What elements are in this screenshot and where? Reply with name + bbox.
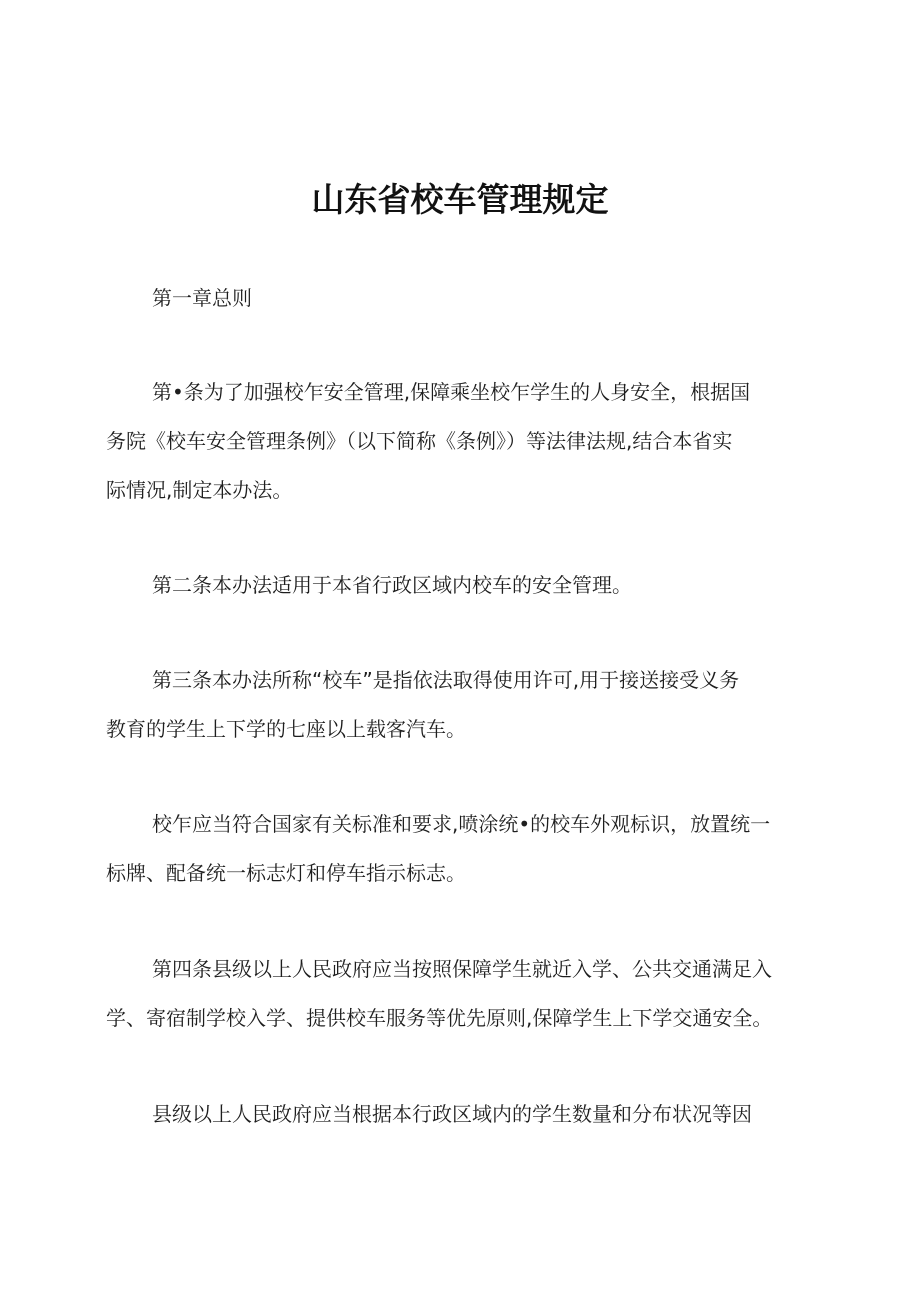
article-1-paragraph xyxy=(106,368,826,515)
paragraph-line: 第四条县级以上人民政府应当按照保障学生就近入学、公共交通满足入 xyxy=(152,957,772,981)
paragraph-line: 学、寄宿制学校入学、提供校车服务等优先原则,保障学生上下学交通安全。 xyxy=(106,1006,773,1030)
article-4-paragraph xyxy=(106,945,826,1043)
paragraph-line: 第二条本办法适用于本省行政区域内校车的安全管理。 xyxy=(152,573,632,597)
paragraph-line: 际情况,制定本办法。 xyxy=(106,478,293,502)
document-title: 山东省校车管理规定 xyxy=(311,180,609,219)
article-4-clause-2-paragraph xyxy=(106,1090,826,1139)
article-3-paragraph xyxy=(106,656,826,754)
paragraph-line: 教育的学生上下学的七座以上载客汽车。 xyxy=(106,717,466,741)
paragraph-line: 务院《校车安全管理条例》（以下简称《条例》）等法律法规,结合本省实 xyxy=(106,429,733,453)
article-3-clause-2-paragraph xyxy=(106,800,826,898)
paragraph-line: 标牌、配备统一标志灯和停车指示标志。 xyxy=(106,861,466,885)
article-2-paragraph xyxy=(106,561,826,610)
paragraph-line: 第•条为了加强校乍安全管理,保障乘坐校乍学生的人身安全，根据国 xyxy=(152,380,751,404)
chapter-heading: 第一章总则 xyxy=(152,286,252,310)
paragraph-line: 第三条本办法所称“校车”是指依法取得使用许可,用于接送接受义务 xyxy=(152,668,740,692)
paragraph-line: 县级以上人民政府应当根据本行政区域内的学生数量和分布状况等因 xyxy=(152,1102,752,1126)
paragraph-line: 校乍应当符合国家有关标准和要求,喷涂统•的校车外观标识，放置统一 xyxy=(152,812,771,836)
